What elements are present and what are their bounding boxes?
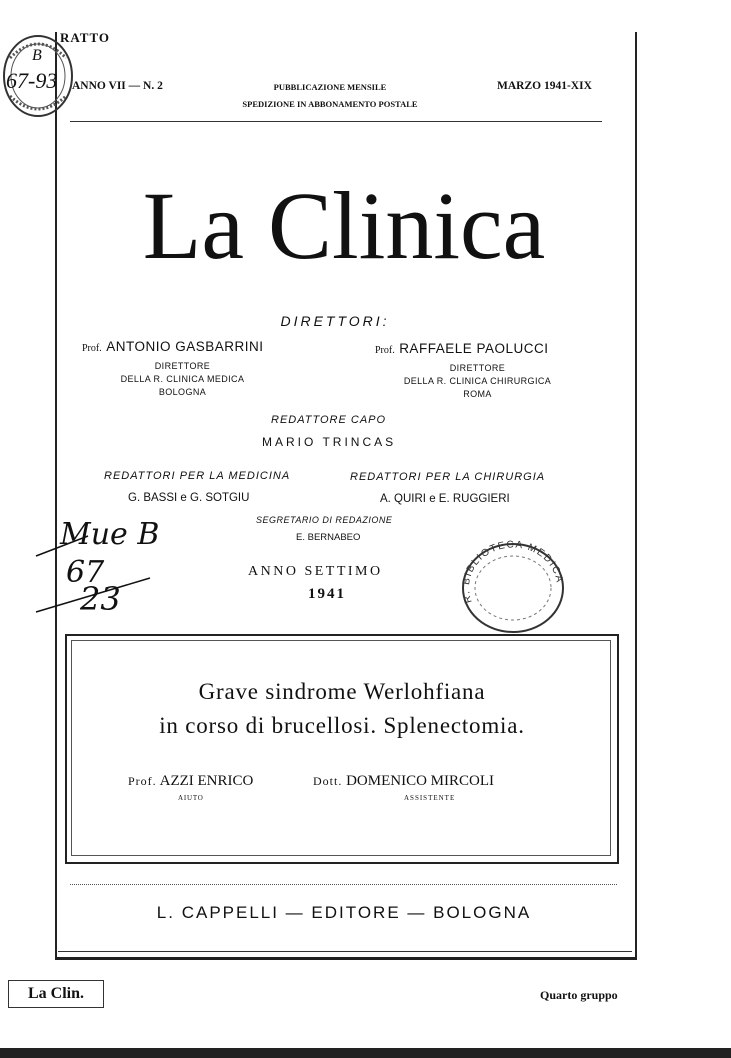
author-1-name: AZZI ENRICO <box>159 773 254 789</box>
handwriting-line2: 67 <box>66 555 105 590</box>
author-1 <box>128 773 253 790</box>
publisher-line: L. CAPPELLI — EDITORE — BOLOGNA <box>156 903 532 922</box>
publisher-rule <box>70 884 617 885</box>
author-1-role: AIUTO <box>178 794 204 802</box>
handwritten-shelfmark <box>30 512 180 622</box>
director-left <box>82 338 263 356</box>
article-title-line2: in corso di brucellosi. Splenectomia. <box>159 713 525 738</box>
header-rule <box>70 121 602 122</box>
article-title-line1: Grave sindrome Werlohfiana <box>198 679 486 704</box>
surgery-editors-names: A. QUIRI e E. RUGGIERI <box>380 493 510 505</box>
issue-date: MARZO 1941-XIX <box>497 80 592 92</box>
publication-frequency: PUBBLICAZIONE MENSILE <box>273 82 387 92</box>
medicine-editors-names: G. BASSI e G. SOTGIU <box>128 492 250 504</box>
issue-number: ANNO VII — N. 2 <box>72 80 163 92</box>
top-word: RATTO <box>60 30 111 45</box>
stamp-round-text: R. BIBLIOTECA MEDICA <box>460 539 565 605</box>
author-2-role: ASSISTENTE <box>404 794 456 802</box>
editor-in-chief-label: REDATTORE CAPO <box>271 414 387 426</box>
stamp-letter: B <box>32 47 42 64</box>
director-right-details <box>370 362 585 401</box>
director-right-clinic: DELLA R. CLINICA CHIRURGICA <box>403 376 552 386</box>
directors-label: DIRETTORI: <box>280 313 390 329</box>
volume-year: 1941 <box>308 586 346 602</box>
director-left-clinic: DELLA R. CLINICA MEDICA <box>120 374 245 384</box>
director-right-prefix: Prof. <box>375 345 395 356</box>
author-2 <box>313 773 494 790</box>
library-stamp-round <box>458 540 568 636</box>
author-2-prefix: Dott. <box>313 774 343 788</box>
director-left-city: BOLOGNA <box>158 387 207 397</box>
director-right-role: DIRETTORE <box>449 363 506 373</box>
handwriting-line3: 23 <box>80 580 121 618</box>
director-left-name: ANTONIO GASBARRINI <box>106 339 264 354</box>
secretary-name: E. BERNABEO <box>296 532 361 543</box>
journal-title: La Clinica <box>142 172 546 279</box>
article-box-inner <box>71 640 611 856</box>
postal-note: SPEDIZIONE IN ABBONAMENTO POSTALE <box>242 99 418 109</box>
editor-in-chief-name: MARIO TRINCAS <box>262 435 397 449</box>
footer-group: Quarto gruppo <box>540 988 618 1002</box>
director-right-name: RAFFAELE PAOLUCCI <box>399 341 549 356</box>
handwriting-line1: Mue B <box>60 517 160 552</box>
surgery-editors-label: REDATTORI PER LA CHIRURGIA <box>350 471 546 483</box>
secretary-label: SEGRETARIO DI REDAZIONE <box>256 515 393 525</box>
stamp-handwritten-number: 67-93 <box>6 68 58 93</box>
director-left-role: DIRETTORE <box>154 361 211 371</box>
author-2-name: DOMENICO MIRCOLI <box>346 773 495 789</box>
footer-abbreviation: La Clin. <box>8 980 104 1008</box>
library-stamp-top <box>0 28 80 124</box>
scan-bottom-edge <box>0 1048 731 1058</box>
medicine-editors-label: REDATTORI PER LA MEDICINA <box>104 470 291 482</box>
author-1-prefix: Prof. <box>128 774 157 788</box>
director-right <box>375 340 548 358</box>
director-left-details <box>95 360 270 399</box>
director-left-prefix: Prof. <box>82 343 102 354</box>
director-right-city: ROMA <box>463 389 492 399</box>
frame-inner-rule <box>58 951 632 952</box>
volume-label: ANNO SETTIMO <box>248 564 383 579</box>
